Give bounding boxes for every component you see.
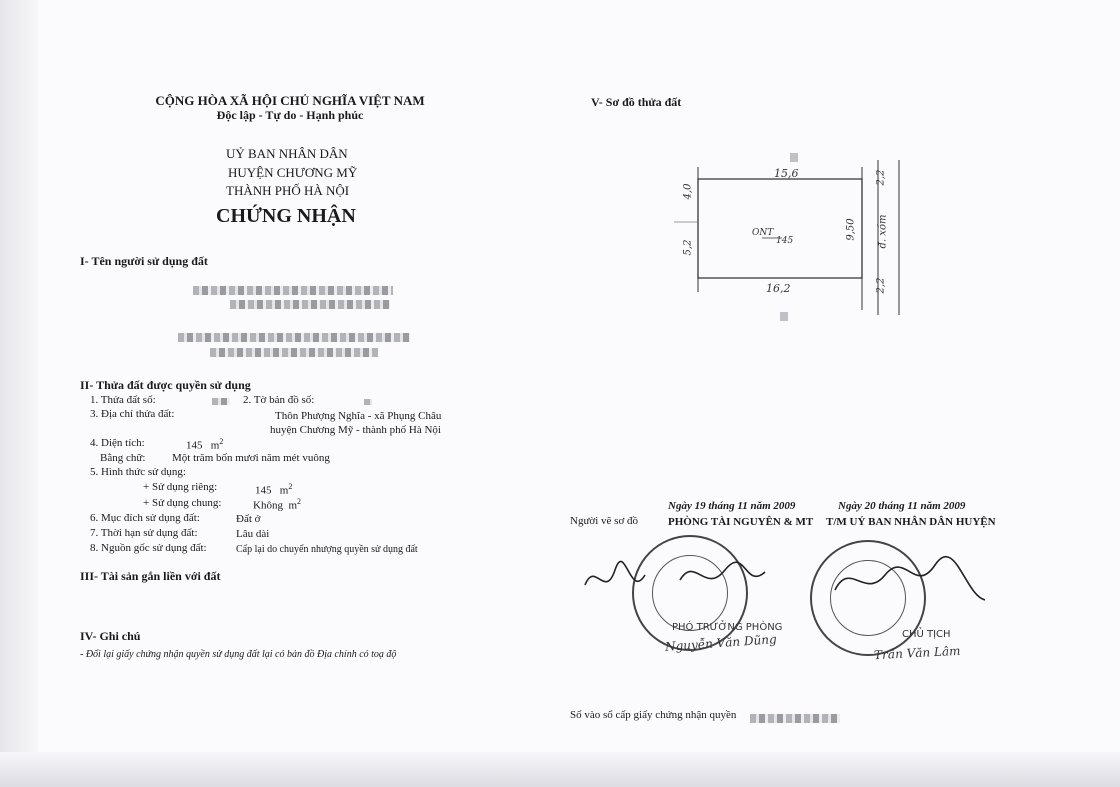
- redacted-owner-id: [230, 300, 390, 309]
- motto: Độc lập - Tự do - Hạnh phúc: [216, 108, 364, 122]
- scan-shadow-bottom: [0, 752, 1120, 787]
- address-line2: huyện Chương Mỹ - thành phố Hà Nội: [270, 424, 441, 436]
- chair-signature: [835, 557, 985, 600]
- sketch-left-upper: 4,0: [682, 183, 694, 200]
- doc-title: CHỨNG NHẬN: [216, 205, 356, 227]
- chair-title: CHỦ TỊCH: [902, 629, 951, 640]
- national-title: CỘNG HÒA XÃ HỘI CHỦ NGHĨA VIỆT NAM: [155, 93, 425, 108]
- redacted-owner-name: [193, 286, 393, 295]
- scan-shadow-left: [0, 0, 38, 787]
- area-value: 145 $m^2$: [186, 437, 224, 452]
- section4-title: IV- Ghi chú: [80, 629, 141, 643]
- in-words-label: Bằng chữ:: [100, 452, 146, 464]
- committee-title: UỶ BAN NHÂN DÂN: [226, 146, 348, 161]
- sketch-road-label: đ. xóm: [877, 214, 889, 249]
- sketch-land-code: ONT: [752, 228, 774, 238]
- committee-label: T/M UỶ BAN NHÂN DÂN HUYỆN: [826, 516, 996, 528]
- redacted-map-sheet: [364, 399, 372, 405]
- parcel-label: 1. Thửa đất số:: [90, 394, 156, 406]
- area-label: 4. Diện tích:: [90, 437, 145, 449]
- note-text: - Đổi lại giấy chứng nhận quyền sử dụng đất lại có bản đồ Địa chính có toạ độ: [80, 649, 397, 660]
- registry-label: Số vào sổ cấp giấy chứng nhận quyền: [570, 709, 737, 721]
- purpose-value: Đất ở: [236, 513, 261, 525]
- section1-title: I- Tên người sử dụng đất: [80, 254, 208, 268]
- deputy-signature: [680, 562, 765, 580]
- redacted-co-owner-name: [178, 333, 410, 342]
- private-use-label: + Sử dụng riêng:: [143, 481, 218, 493]
- city-title: THÀNH PHỐ HÀ NỘI: [226, 183, 350, 198]
- sketch-road-bottom: 2,2: [875, 277, 887, 294]
- redacted-parcel-number: [212, 398, 230, 405]
- district-title: HUYỆN CHƯƠNG MỸ: [228, 165, 358, 180]
- drawer-label: Người vẽ sơ đồ: [570, 515, 639, 527]
- address-label: 3. Địa chỉ thửa đất:: [90, 408, 175, 420]
- usage-form-label: 5. Hình thức sử dụng:: [90, 466, 186, 478]
- office-label: PHÒNG TÀI NGUYÊN & MT: [668, 516, 814, 528]
- origin-value: Cấp lại do chuyển nhượng quyền sử dụng đất: [236, 544, 418, 555]
- section3-title: III- Tài sản gắn liền với đất: [80, 569, 221, 583]
- purpose-label: 6. Mục đích sử dụng đất:: [90, 512, 200, 524]
- term-value: Lâu dài: [236, 528, 270, 540]
- date-left: Ngày 19 tháng 11 năm 2009: [668, 500, 796, 512]
- private-use-value: 145 $m^2$: [255, 482, 293, 497]
- shared-use-label: + Sử dụng chung:: [143, 497, 222, 509]
- map-sheet-label: 2. Tờ bản đồ số:: [243, 394, 315, 406]
- sketch-bottom-length: 16,2: [766, 282, 791, 295]
- redacted-co-owner-id: [210, 348, 378, 357]
- drawer-signature: [585, 561, 645, 585]
- sketch-road-top: 2,2: [875, 169, 887, 186]
- shared-use-value: Không $m^2$: [253, 497, 302, 512]
- redacted-registry-number: [750, 714, 840, 723]
- in-words-value: Một trăm bốn mươi năm mét vuông: [172, 452, 330, 464]
- date-right: Ngày 20 tháng 11 năm 2009: [838, 500, 966, 512]
- sketch-left-lower: 5,2: [682, 239, 694, 256]
- deputy-title: PHÓ TRƯỞNG PHÒNG: [672, 622, 783, 633]
- origin-label: 8. Nguồn gốc sử dụng đất:: [90, 542, 207, 554]
- section5-title: V- Sơ đồ thửa đất: [591, 95, 682, 109]
- sketch-right-side: 9,50: [845, 218, 857, 241]
- sketch-land-area: 145: [776, 236, 794, 246]
- address-line1: Thôn Phượng Nghĩa - xã Phụng Châu: [275, 410, 442, 422]
- section2-title: II- Thửa đất được quyền sử dụng: [80, 378, 251, 392]
- deputy-name: Nguyễn Văn Dũng: [664, 632, 778, 654]
- chair-name: Trần Văn Lâm: [873, 643, 961, 663]
- sketch-top-length: 15,6: [774, 167, 799, 180]
- term-label: 7. Thời hạn sử dụng đất:: [90, 527, 198, 539]
